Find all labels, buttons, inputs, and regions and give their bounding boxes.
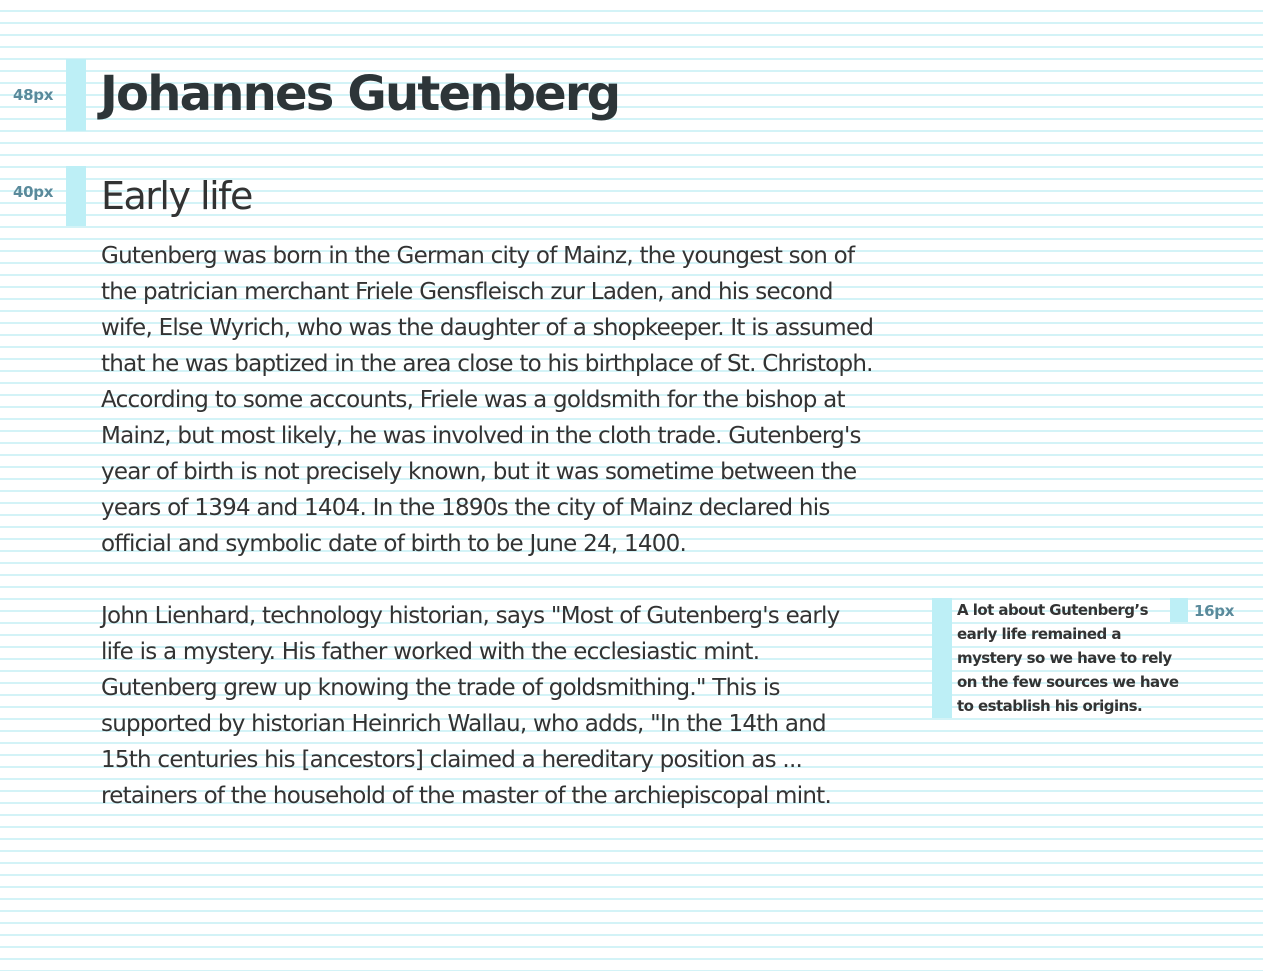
paragraph-line: official and symbolic date of birth to be June 24, 1400.	[101, 531, 687, 557]
paragraph-line: John Lienhard, technology historian, says "Most of Gutenberg's early	[101, 603, 840, 629]
page-title: Johannes Gutenberg	[100, 66, 620, 122]
paragraph-line: wife, Else Wyrich, who was the daughter of a shopkeeper. It is assumed	[101, 315, 874, 341]
paragraph-line: year of birth is not precisely known, but it was sometime between the	[101, 459, 857, 485]
h1-size-label: 48px	[13, 86, 54, 104]
h2-size-marker	[66, 166, 86, 226]
paragraph-line: Mainz, but most likely, he was involved in the cloth trade. Gutenberg's	[101, 423, 861, 449]
paragraph-line: the patrician merchant Friele Gensfleisch zur Laden, and his second	[101, 279, 833, 305]
paragraph-line: Gutenberg was born in the German city of Mainz, the youngest son of	[101, 243, 855, 269]
sidenote-line: mystery so we have to rely	[957, 649, 1172, 667]
paragraph-line: Gutenberg grew up knowing the trade of goldsmithing." This is	[101, 675, 780, 701]
paragraph-line: life is a mystery. His father worked with the ecclesiastic mint.	[101, 639, 760, 665]
body-paragraph-2	[101, 598, 961, 814]
sidenote-line: on the few sources we have	[957, 673, 1179, 691]
sidenote-size-label: 16px	[1194, 602, 1235, 620]
body-paragraph-1	[101, 238, 961, 562]
paragraph-line: retainers of the household of the master of the archiepiscopal mint.	[101, 783, 832, 809]
paragraph-line: supported by historian Heinrich Wallau, who adds, "In the 14th and	[101, 711, 826, 737]
paragraph-line: that he was baptized in the area close to his birthplace of St. Christoph.	[101, 351, 873, 377]
sidenote-line: to establish his origins.	[957, 697, 1143, 715]
sidenote-line: A lot about Gutenberg’s	[957, 601, 1148, 619]
paragraph-line: years of 1394 and 1404. In the 1890s the city of Mainz declared his	[101, 495, 830, 521]
h2-size-label: 40px	[13, 183, 54, 201]
h1-size-marker	[66, 59, 86, 131]
sidenote-left-marker	[932, 598, 952, 718]
section-heading: Early life	[101, 174, 252, 218]
sidenote-line: early life remained a	[957, 625, 1121, 643]
paragraph-line: 15th centuries his [ancestors] claimed a hereditary position as ...	[101, 747, 803, 773]
sidenote	[957, 598, 1178, 718]
paragraph-line: According to some accounts, Friele was a goldsmith for the bishop at	[101, 387, 845, 413]
